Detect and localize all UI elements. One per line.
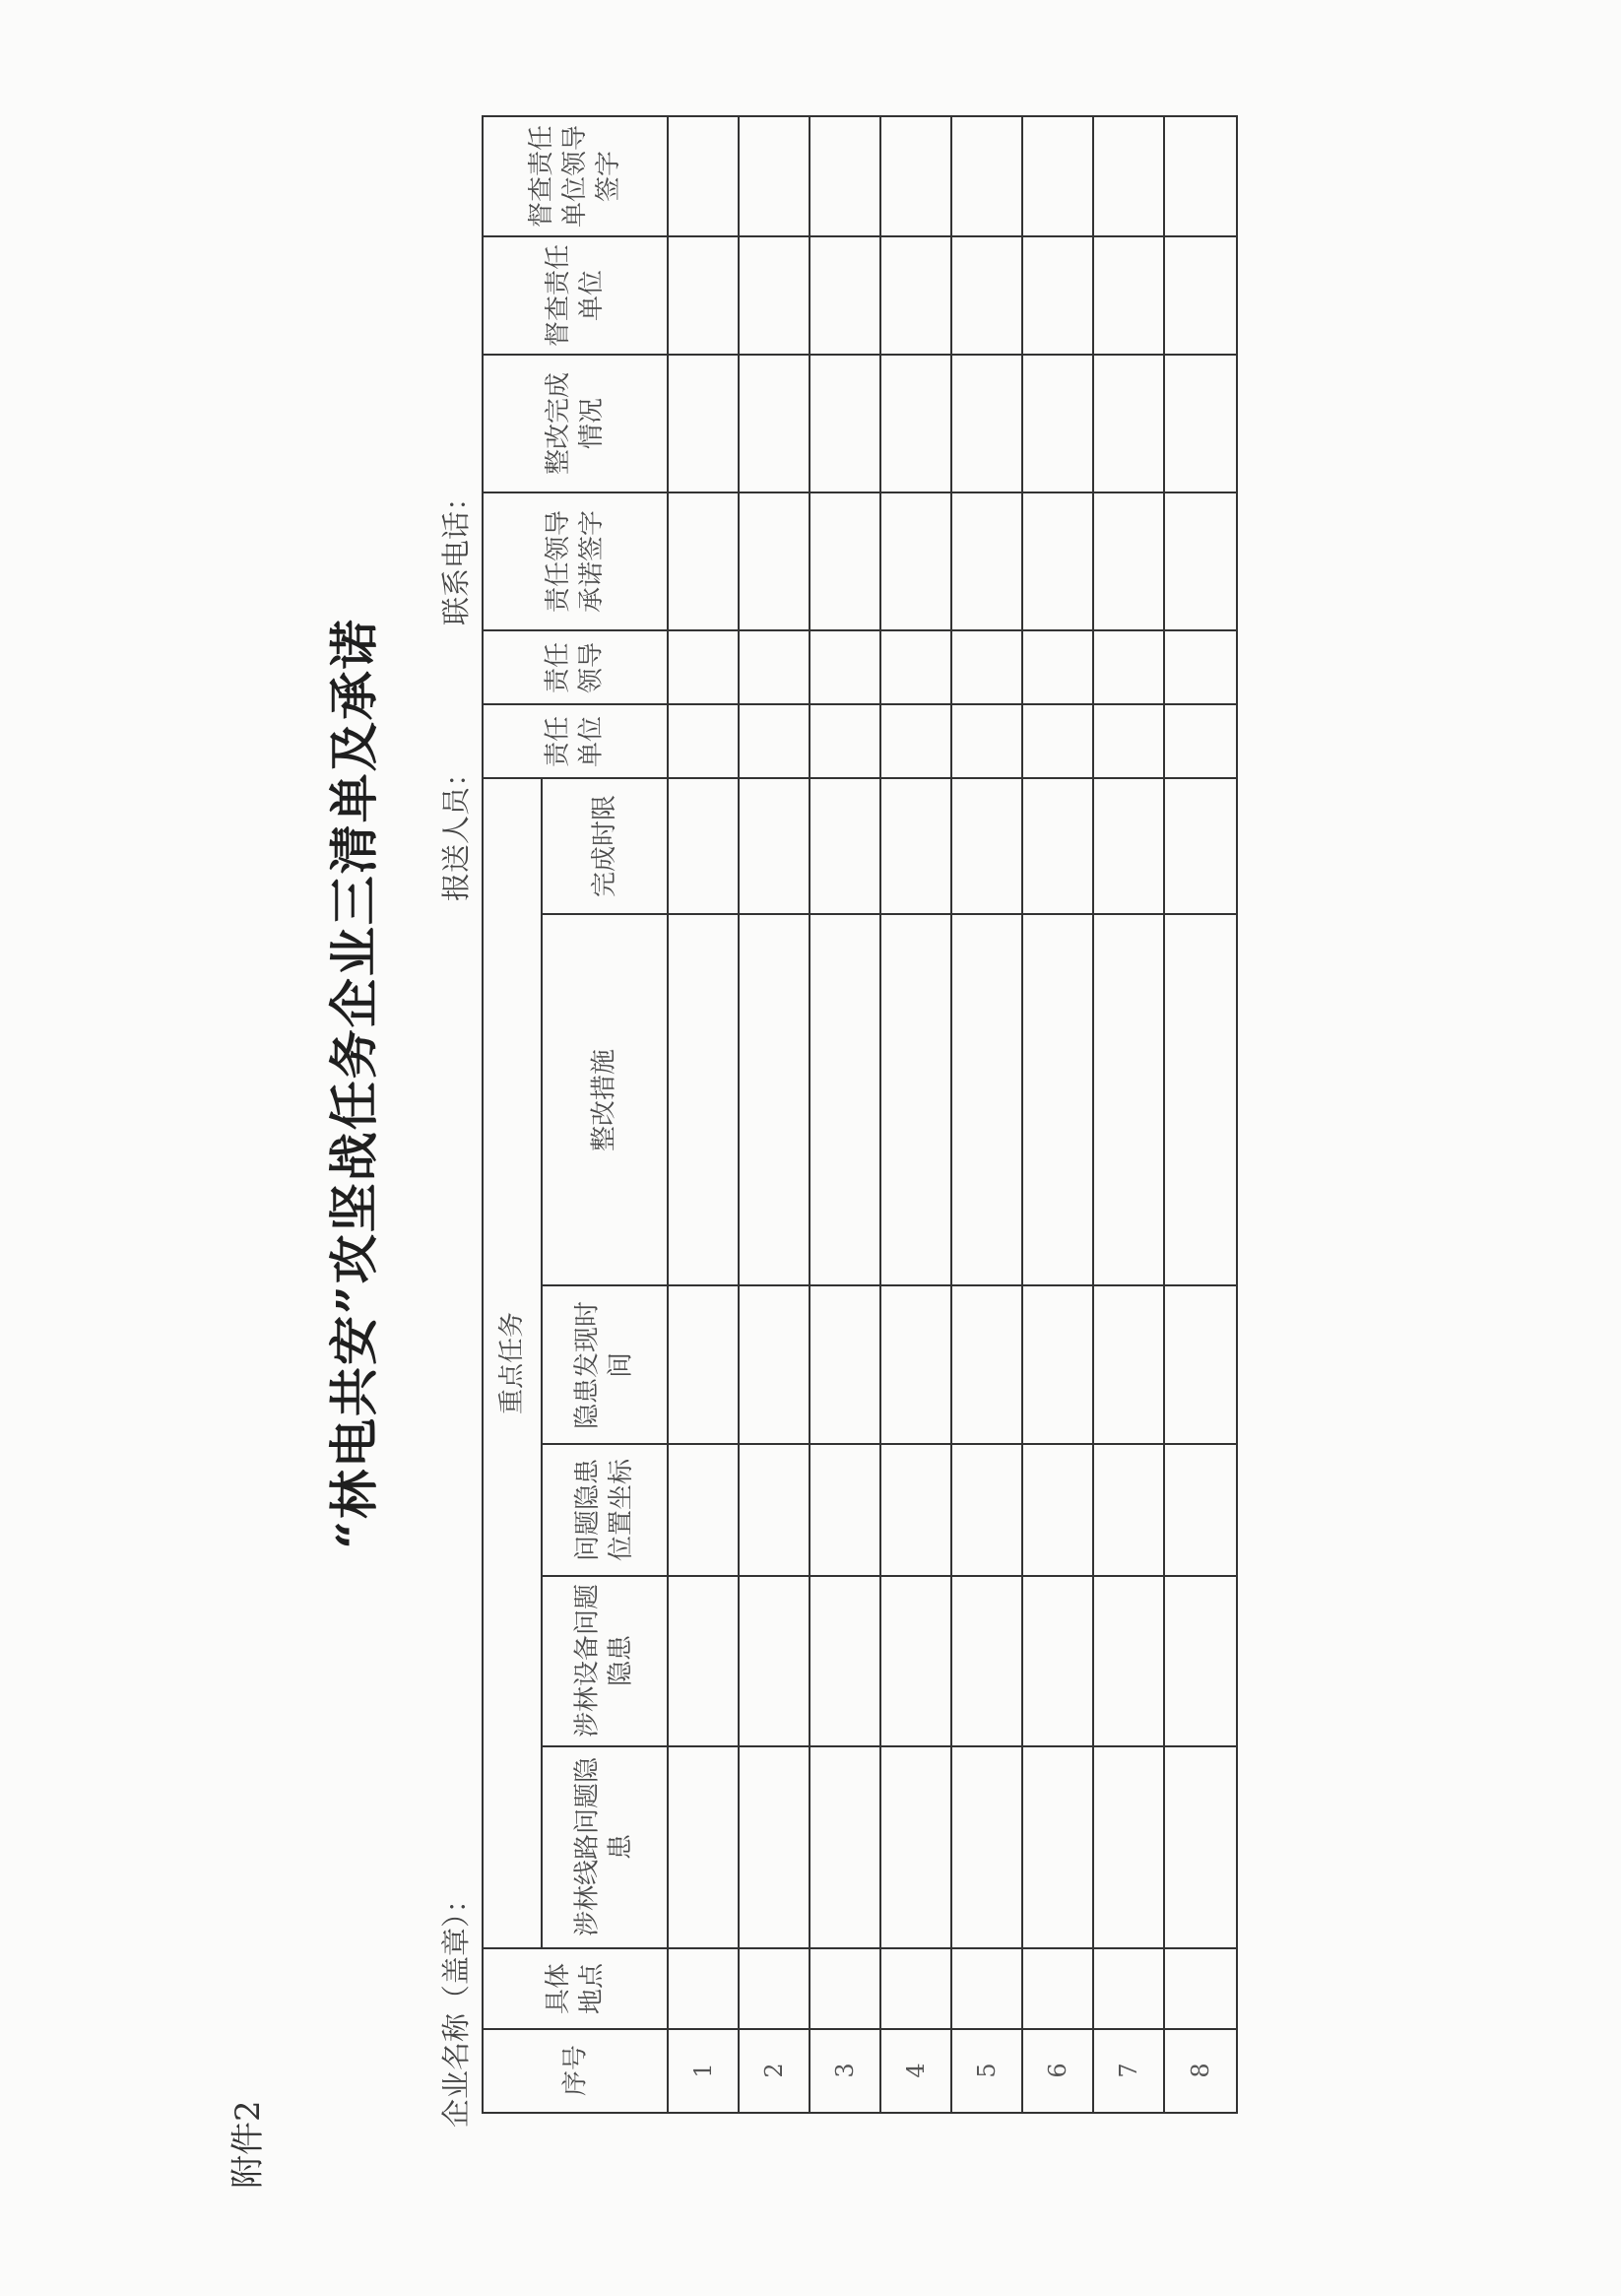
phone-field: 联系电话： [439, 483, 473, 626]
row-number: 6 [1044, 2063, 1071, 2078]
row-number: 8 [1187, 2063, 1214, 2078]
header-rectify-status: 整改完成情况 [544, 372, 607, 476]
header-location: 具体地点 [544, 1963, 607, 2015]
header-seq: 序号 [560, 2045, 591, 2097]
row-number: 7 [1115, 2063, 1142, 2078]
header-resp-leader: 责任领导 [543, 642, 607, 694]
header-found-time: 隐患发现时间 [572, 1301, 636, 1430]
row-number: 4 [902, 2063, 930, 2078]
attachment-label: 附件2 [228, 2100, 268, 2189]
document-title: “林电共安”攻坚战任务企业三清单及承诺 [325, 618, 383, 1549]
row-number: 3 [831, 2063, 859, 2078]
header-supervise-unit: 督查责任单位 [544, 244, 607, 348]
row-number: 2 [760, 2063, 788, 2078]
row-number: 1 [689, 2063, 717, 2078]
header-key-tasks: 重点任务 [497, 1312, 527, 1415]
header-line-hazard: 涉林线路问题隐患 [572, 1757, 636, 1937]
header-deadline: 完成时限 [590, 795, 619, 898]
header-supervise-sign: 督查责任单位领导签字 [527, 125, 623, 229]
header-measures: 整改措施 [589, 1049, 619, 1152]
header-leader-sign: 责任领导承诺签字 [544, 510, 607, 614]
company-name-field: 企业名称（盖章）： [439, 1884, 473, 2128]
header-equipment-hazard: 涉林设备问题隐患 [572, 1584, 636, 1738]
row-number: 5 [973, 2063, 1001, 2078]
header-hazard-coords: 问题隐患位置坐标 [573, 1459, 636, 1562]
reporter-field: 报送人员： [439, 758, 473, 902]
header-resp-unit: 责任单位 [543, 716, 607, 768]
